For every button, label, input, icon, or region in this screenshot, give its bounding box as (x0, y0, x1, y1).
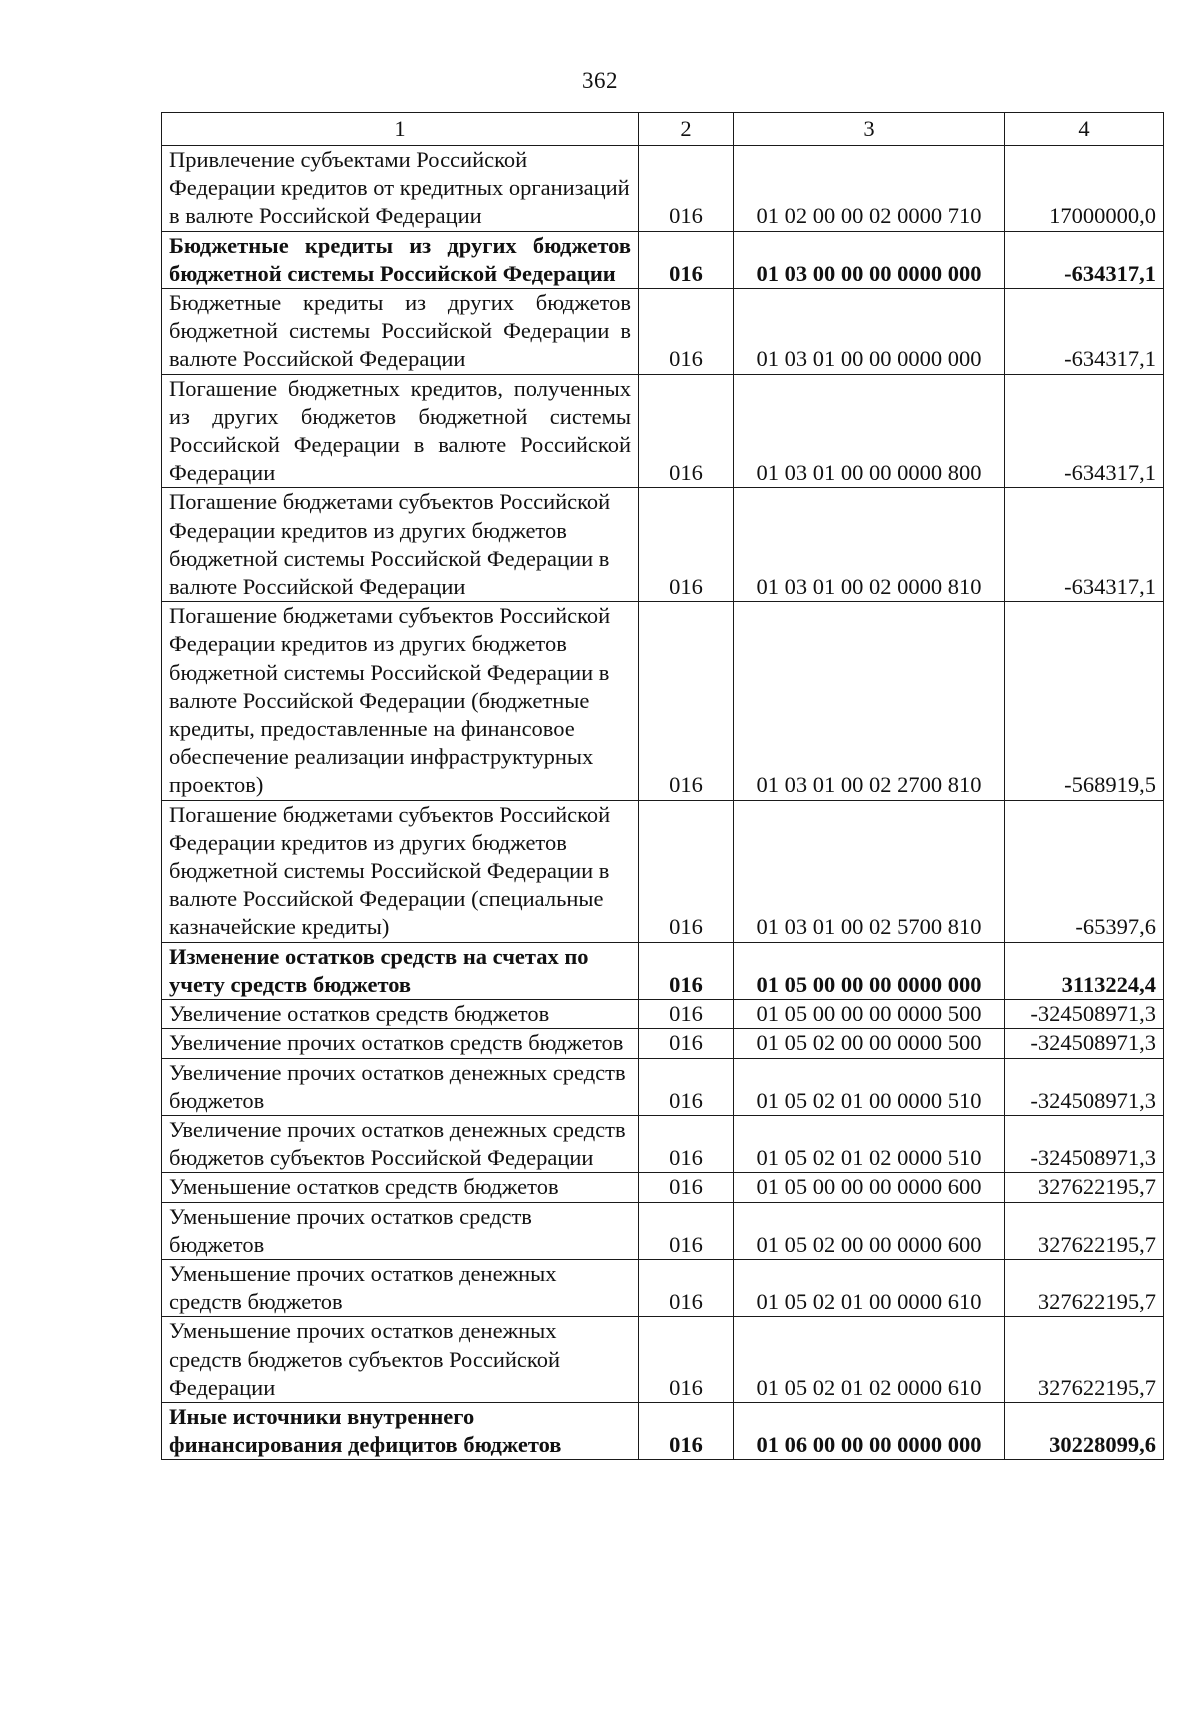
column-header-1: 1 (162, 113, 639, 146)
row-description-cell: Увеличение остатков средств бюджетов (162, 1000, 639, 1029)
row-amount-cell: -324508971,3 (1005, 1000, 1164, 1029)
row-admin-code-cell: 016 (639, 1000, 734, 1029)
row-amount-cell: -634317,1 (1005, 374, 1164, 488)
row-amount-cell: 3113224,4 (1005, 942, 1164, 999)
row-classification-code-cell: 01 05 02 01 02 0000 610 (734, 1317, 1005, 1403)
row-amount-cell: -568919,5 (1005, 602, 1164, 800)
table-row (162, 942, 1164, 999)
row-description-cell: Бюджетные кредиты из других бюджетов бюджетной системы Российской Федерации (162, 231, 639, 288)
row-admin-code-cell: 016 (639, 488, 734, 602)
row-description-cell: Увеличение прочих остатков денежных средств бюджетов субъектов Российской Федерации (162, 1115, 639, 1172)
budget-sources-table (161, 112, 1164, 1460)
row-admin-code-cell: 016 (639, 374, 734, 488)
row-amount-cell: 30228099,6 (1005, 1402, 1164, 1459)
row-admin-code-cell: 016 (639, 1402, 734, 1459)
row-amount-cell: -65397,6 (1005, 800, 1164, 942)
row-description-cell: Погашение бюджетами субъектов Российской Федерации кредитов из других бюджетов бюджетной системы Российской Федерации в валюте Российской Федерации (бюджетные кредиты, предоставленные на финансовое обеспечение реализации инфраструктурных проектов) (162, 602, 639, 800)
row-amount-cell: 327622195,7 (1005, 1202, 1164, 1259)
column-header-4: 4 (1005, 113, 1164, 146)
column-header-3: 3 (734, 113, 1005, 146)
row-description-cell: Погашение бюджетных кредитов, полученных из других бюджетов бюджетной системы Российской Федерации в валюте Российской Федерации (162, 374, 639, 488)
table-row (162, 1058, 1164, 1115)
row-amount-cell: -634317,1 (1005, 488, 1164, 602)
row-admin-code-cell: 016 (639, 1029, 734, 1058)
row-amount-cell: -324508971,3 (1005, 1115, 1164, 1172)
row-classification-code-cell: 01 05 02 01 00 0000 510 (734, 1058, 1005, 1115)
row-classification-code-cell: 01 05 02 01 00 0000 610 (734, 1259, 1005, 1316)
row-description-cell: Уменьшение прочих остатков средств бюджетов (162, 1202, 639, 1259)
row-amount-cell: 17000000,0 (1005, 146, 1164, 232)
row-admin-code-cell: 016 (639, 602, 734, 800)
row-admin-code-cell: 016 (639, 1115, 734, 1172)
table-row (162, 1000, 1164, 1029)
row-description-cell: Бюджетные кредиты из других бюджетов бюджетной системы Российской Федерации в валюте Российской Федерации (162, 289, 639, 375)
table-row (162, 289, 1164, 375)
row-admin-code-cell: 016 (639, 1259, 734, 1316)
table-row (162, 1173, 1164, 1202)
table-row (162, 602, 1164, 800)
table-row (162, 488, 1164, 602)
row-description-cell: Погашение бюджетами субъектов Российской Федерации кредитов из других бюджетов бюджетной системы Российской Федерации в валюте Российской Федерации (162, 488, 639, 602)
row-admin-code-cell: 016 (639, 800, 734, 942)
row-amount-cell: -324508971,3 (1005, 1029, 1164, 1058)
row-admin-code-cell: 016 (639, 289, 734, 375)
row-classification-code-cell: 01 06 00 00 00 0000 000 (734, 1402, 1005, 1459)
table-row (162, 1202, 1164, 1259)
table-row (162, 1317, 1164, 1403)
row-classification-code-cell: 01 05 02 00 00 0000 600 (734, 1202, 1005, 1259)
row-amount-cell: 327622195,7 (1005, 1173, 1164, 1202)
row-amount-cell: 327622195,7 (1005, 1259, 1164, 1316)
row-admin-code-cell: 016 (639, 1173, 734, 1202)
table-row (162, 1259, 1164, 1316)
row-admin-code-cell: 016 (639, 1058, 734, 1115)
row-amount-cell: 327622195,7 (1005, 1317, 1164, 1403)
row-description-cell: Уменьшение прочих остатков денежных средств бюджетов (162, 1259, 639, 1316)
row-classification-code-cell: 01 03 01 00 00 0000 800 (734, 374, 1005, 488)
row-description-cell: Увеличение прочих остатков средств бюджетов (162, 1029, 639, 1058)
table-row (162, 374, 1164, 488)
row-admin-code-cell: 016 (639, 146, 734, 232)
row-classification-code-cell: 01 05 00 00 00 0000 600 (734, 1173, 1005, 1202)
row-description-cell: Иные источники внутреннего финансирования дефицитов бюджетов (162, 1402, 639, 1459)
row-description-cell: Увеличение прочих остатков денежных средств бюджетов (162, 1058, 639, 1115)
table-row (162, 146, 1164, 232)
table-row (162, 231, 1164, 288)
row-description-cell: Уменьшение прочих остатков денежных средств бюджетов субъектов Российской Федерации (162, 1317, 639, 1403)
row-admin-code-cell: 016 (639, 942, 734, 999)
row-description-cell: Изменение остатков средств на счетах по учету средств бюджетов (162, 942, 639, 999)
table-row (162, 800, 1164, 942)
row-classification-code-cell: 01 05 02 00 00 0000 500 (734, 1029, 1005, 1058)
row-description-cell: Погашение бюджетами субъектов Российской Федерации кредитов из других бюджетов бюджетной системы Российской Федерации в валюте Российской Федерации (специальные казначейские кредиты) (162, 800, 639, 942)
row-classification-code-cell: 01 05 00 00 00 0000 500 (734, 1000, 1005, 1029)
table-header-row (162, 113, 1164, 146)
row-classification-code-cell: 01 03 01 00 02 5700 810 (734, 800, 1005, 942)
row-classification-code-cell: 01 03 01 00 02 2700 810 (734, 602, 1005, 800)
table-row (162, 1402, 1164, 1459)
row-description-cell: Привлечение субъектами Российской Федерации кредитов от кредитных организаций в валюте Российской Федерации (162, 146, 639, 232)
row-admin-code-cell: 016 (639, 231, 734, 288)
page-number: 362 (582, 68, 618, 93)
row-classification-code-cell: 01 05 00 00 00 0000 000 (734, 942, 1005, 999)
column-header-2: 2 (639, 113, 734, 146)
table-row (162, 1029, 1164, 1058)
row-classification-code-cell: 01 03 01 00 00 0000 000 (734, 289, 1005, 375)
row-classification-code-cell: 01 03 00 00 00 0000 000 (734, 231, 1005, 288)
row-description-cell: Уменьшение остатков средств бюджетов (162, 1173, 639, 1202)
row-classification-code-cell: 01 05 02 01 02 0000 510 (734, 1115, 1005, 1172)
row-admin-code-cell: 016 (639, 1202, 734, 1259)
table-row (162, 1115, 1164, 1172)
row-amount-cell: -634317,1 (1005, 231, 1164, 288)
row-classification-code-cell: 01 02 00 00 02 0000 710 (734, 146, 1005, 232)
row-amount-cell: -324508971,3 (1005, 1058, 1164, 1115)
row-amount-cell: -634317,1 (1005, 289, 1164, 375)
row-classification-code-cell: 01 03 01 00 02 0000 810 (734, 488, 1005, 602)
row-admin-code-cell: 016 (639, 1317, 734, 1403)
